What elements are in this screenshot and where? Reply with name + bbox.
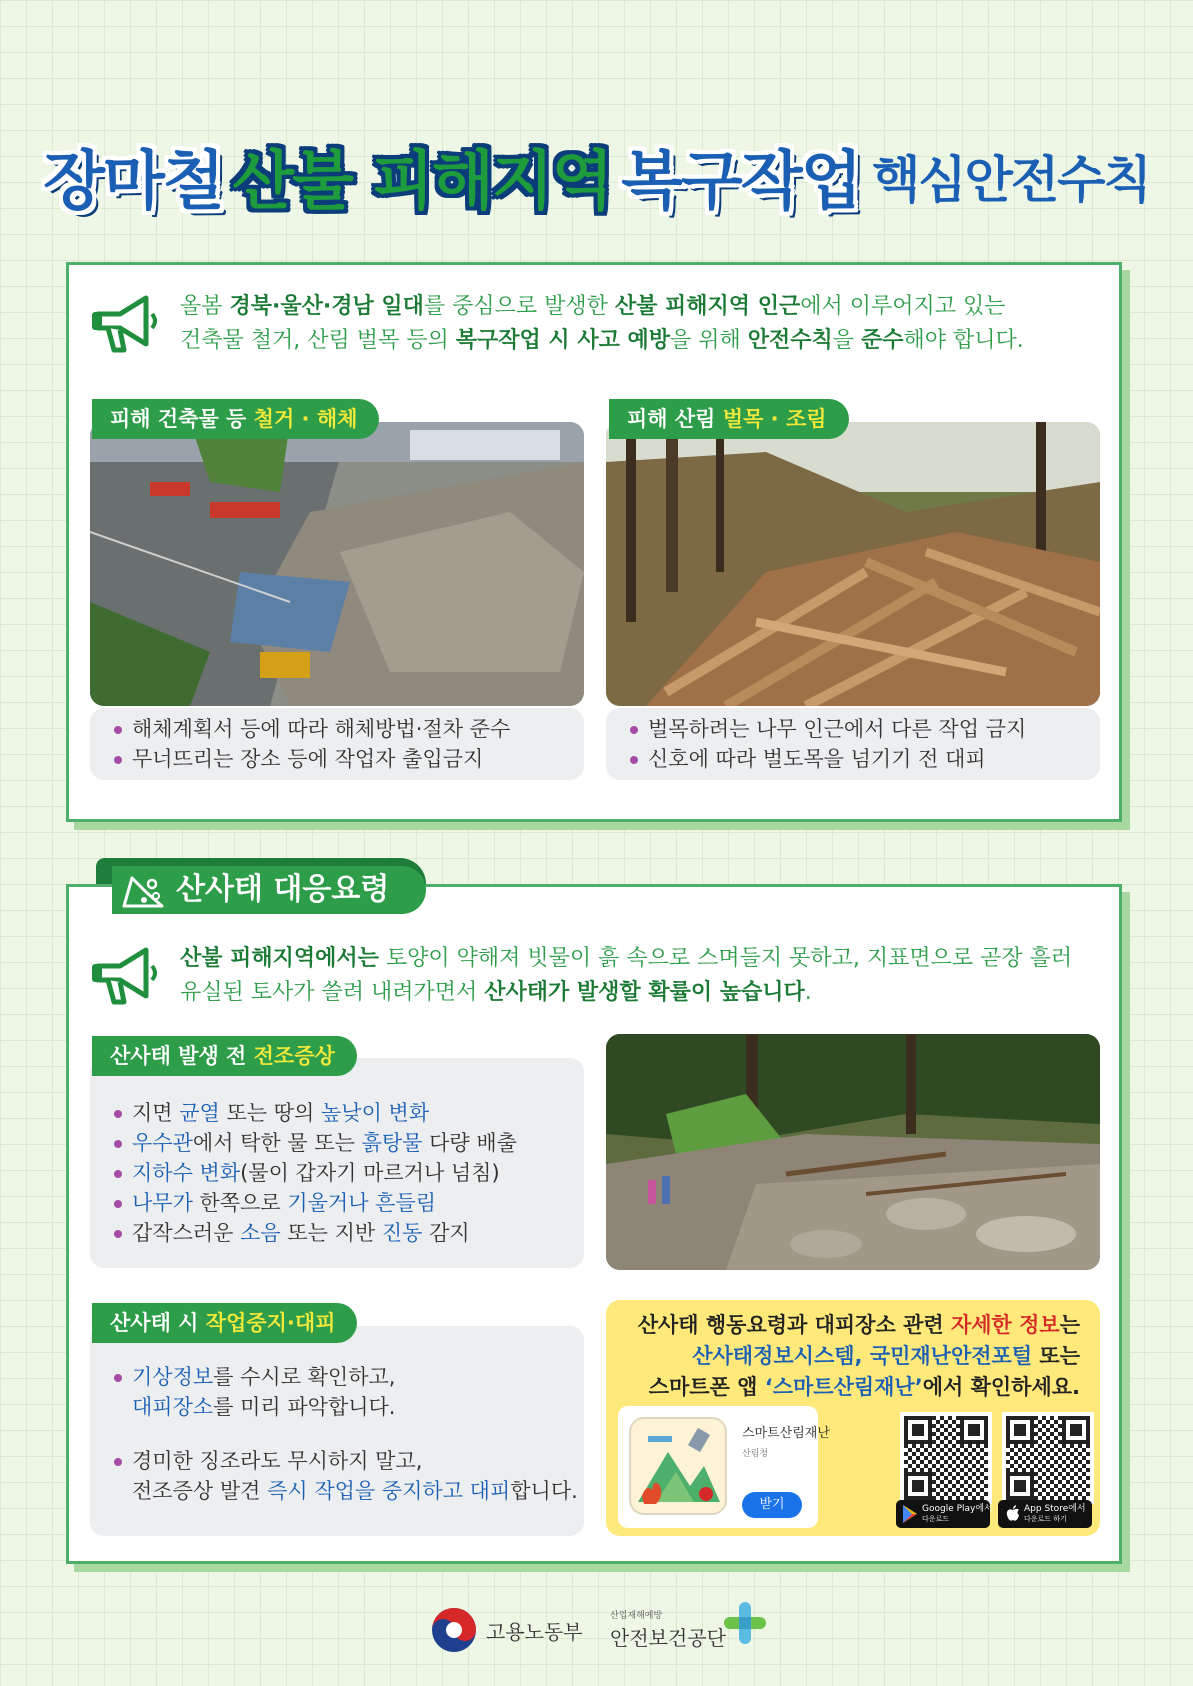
warning-signs-box [90, 1058, 584, 1268]
government-emblem-icon [430, 1606, 478, 1654]
badge-label: App Store에서 [1024, 1504, 1086, 1514]
agency-logo-icon [722, 1600, 768, 1646]
intro-text: 를 중심으로 발생한 [423, 294, 615, 319]
item-text: 합니다. [510, 1479, 578, 1503]
app-name: 스마트산림재난 [742, 1426, 830, 1441]
list-item [110, 1158, 584, 1188]
info-text-plain: 는 [1059, 1313, 1080, 1337]
tag-text: 피해 건축물 등 [110, 407, 254, 431]
landslide-debris-photo [606, 1034, 1100, 1270]
item-keyword: 소음 [240, 1221, 281, 1245]
logging-rules-box [606, 708, 1100, 780]
app-card [618, 1406, 830, 1528]
badge-label: Google Play에서 [922, 1504, 993, 1514]
list-item: 해체계획서 등에 따라 해체방법·절차 준수 [110, 714, 584, 744]
intro-text: 토양이 약해져 빗물이 흙 속으로 스며들지 못하고, 지표면으로 곧장 흘러 [378, 946, 1073, 971]
section2-title: 산사태 대응요령 [176, 872, 390, 907]
intro-text: 유실된 토사가 쓸려 내려가면서 [180, 980, 485, 1005]
list-item [110, 1362, 584, 1422]
item-text: 경미한 징조라도 무시하지 말고, [132, 1449, 423, 1473]
list-item [110, 1188, 584, 1218]
item-text: 지면 [132, 1101, 180, 1125]
info-systems: 산사태정보시스템, 국민재난안전포털 [692, 1344, 1033, 1368]
app-store-qr-code [1002, 1412, 1094, 1504]
demolition-rules-list [110, 714, 584, 774]
warning-signs-list [110, 1098, 584, 1248]
item-keyword: 즉시 작업을 중지하고 대피 [267, 1479, 511, 1503]
item-text: 를 미리 파악합니다. [213, 1395, 396, 1419]
app-icon[interactable] [628, 1416, 728, 1516]
item-text: 갑작스러운 [132, 1221, 241, 1245]
list-item: 신호에 따라 벌도목을 넘기기 전 대피 [626, 744, 1100, 774]
list-item [110, 1446, 584, 1506]
intro-text: 을 [832, 328, 861, 353]
intro-text: . [804, 980, 812, 1005]
qr-corner [1006, 1472, 1034, 1500]
felled-logs-photo [606, 422, 1100, 706]
item-text: 에서 탁한 물 또는 [192, 1131, 362, 1155]
qr-corner [1062, 1416, 1090, 1444]
item-keyword: 흙탕물 [361, 1131, 423, 1155]
intro-bold: 산사태가 발생할 확률이 높습니다 [484, 980, 805, 1005]
tag-highlight: 작업중지·대피 [205, 1311, 336, 1335]
tag-logging [609, 399, 849, 439]
intro-bold: 산불 피해지역 인근 [614, 294, 801, 319]
item-keyword: 우수관 [132, 1131, 193, 1155]
item-text: 전조증상 발견 [132, 1479, 268, 1503]
section2-intro [180, 942, 1110, 1010]
tag-highlight: 벌목 · 조림 [722, 407, 827, 431]
intro-line-1 [180, 290, 1100, 324]
list-item [110, 1218, 584, 1248]
ministry-name: 고용노동부 [486, 1620, 583, 1644]
footer [420, 1600, 780, 1660]
qr-corner [904, 1472, 932, 1500]
intro-bold: 안전수칙 [747, 328, 833, 353]
item-text: (물이 갑자기 마르거나 넘침) [240, 1161, 500, 1185]
agency-name: 안전보건공단 [610, 1626, 726, 1650]
item-keyword: 높낮이 변화 [321, 1101, 430, 1125]
get-app-button[interactable]: 받기 [742, 1492, 802, 1518]
intro-line-2 [180, 324, 1100, 358]
title-part-4: 핵심안전수칙 [871, 151, 1150, 209]
landslide-icon [122, 872, 166, 908]
item-text: 를 수시로 확인하고, [213, 1365, 396, 1389]
info-text-plain: 스마트폰 앱 [648, 1375, 765, 1399]
qr-corner [904, 1416, 932, 1444]
list-item: 벌목하려는 나무 인근에서 다른 작업 금지 [626, 714, 1100, 744]
badge-sublabel: 다운로드 [922, 1515, 950, 1523]
intro-bold: 준수 [861, 328, 904, 353]
info-app-name: ‘스마트산림재난’ [764, 1375, 923, 1399]
intro-text: 건축물 철거, 산림 벌목 등의 [180, 328, 456, 353]
item-text: 다량 배출 [422, 1131, 517, 1155]
item-keyword: 대피장소 [132, 1395, 214, 1419]
stop-evacuate-box [90, 1326, 584, 1536]
item-keyword: 진동 [381, 1221, 423, 1245]
intro-text: 해야 합니다. [903, 328, 1024, 353]
collapsed-building-photo [90, 422, 584, 706]
title-part-2: 산불 피해지역 [232, 145, 612, 219]
tag-text: 피해 산림 [627, 407, 723, 431]
google-play-badge[interactable] [896, 1500, 993, 1528]
list-item [110, 1098, 584, 1128]
item-keyword: 균열 [179, 1101, 220, 1125]
intro-bold: 산불 피해지역에서는 [180, 946, 379, 971]
intro-line-2 [180, 976, 1110, 1010]
qr-corner [960, 1416, 988, 1444]
info-line-3 [638, 1372, 1080, 1403]
agency-subtitle: 산업재해예방 [610, 1611, 663, 1621]
tag-demolition [92, 399, 379, 439]
intro-text: 에서 이루어지고 있는 [800, 294, 1006, 319]
list-item [110, 1128, 584, 1158]
logging-rules-list [626, 714, 1100, 774]
intro-line-1 [180, 942, 1110, 976]
list-item: 무너뜨리는 장소 등에 작업자 출입금지 [110, 744, 584, 774]
item-text: 감지 [422, 1221, 470, 1245]
info-text-plain: 에서 확인하세요. [922, 1375, 1080, 1399]
info-text-plain: 또는 [1032, 1344, 1080, 1368]
tag-stop-evacuate [92, 1303, 357, 1343]
intro-text: 올봄 [180, 294, 230, 319]
item-text: 또는 땅의 [219, 1101, 321, 1125]
item-keyword: 나무가 [132, 1191, 193, 1215]
title-part-1: 장마철 [43, 145, 223, 219]
megaphone-icon [90, 944, 160, 1006]
intro-text: 을 위해 [669, 328, 748, 353]
info-line-1 [638, 1310, 1080, 1341]
item-keyword: 기상정보 [132, 1365, 214, 1389]
tag-highlight: 철거 · 해체 [253, 407, 358, 431]
tag-warning-signs [92, 1036, 357, 1076]
info-line-2 [638, 1341, 1080, 1372]
megaphone-icon [90, 292, 160, 354]
section2-header [96, 858, 426, 914]
item-keyword: 기울거나 흔들림 [287, 1191, 437, 1215]
app-developer: 산림청 [742, 1449, 769, 1459]
tag-text: 산사태 발생 전 [110, 1044, 254, 1068]
apple-icon [1006, 1505, 1020, 1522]
info-text-plain: 산사태 행동요령과 대피장소 관련 [637, 1313, 951, 1337]
info-box [606, 1300, 1100, 1536]
stop-evacuate-list [110, 1362, 584, 1506]
item-text: 한쪽으로 [192, 1191, 288, 1215]
page-title [0, 130, 1193, 222]
demolition-rules-box [90, 708, 584, 780]
info-text [638, 1310, 1080, 1403]
item-text: 또는 지반 [280, 1221, 382, 1245]
google-play-icon [903, 1505, 917, 1523]
title-part-3: 복구작업 [621, 145, 861, 219]
intro-bold: 복구작업 시 사고 예방 [455, 328, 670, 353]
tag-text: 산사태 시 [110, 1311, 206, 1335]
google-play-qr-code [900, 1412, 992, 1504]
badge-sublabel: 다운로드 하기 [1024, 1515, 1067, 1523]
section1-intro [180, 290, 1100, 358]
intro-bold: 경북·울산·경남 일대 [229, 294, 424, 319]
tag-highlight: 전조증상 [253, 1044, 335, 1068]
qr-corner [1006, 1416, 1034, 1444]
item-keyword: 지하수 변화 [132, 1161, 241, 1185]
app-store-badge[interactable] [998, 1500, 1092, 1528]
info-highlight: 자세한 정보 [950, 1313, 1060, 1337]
